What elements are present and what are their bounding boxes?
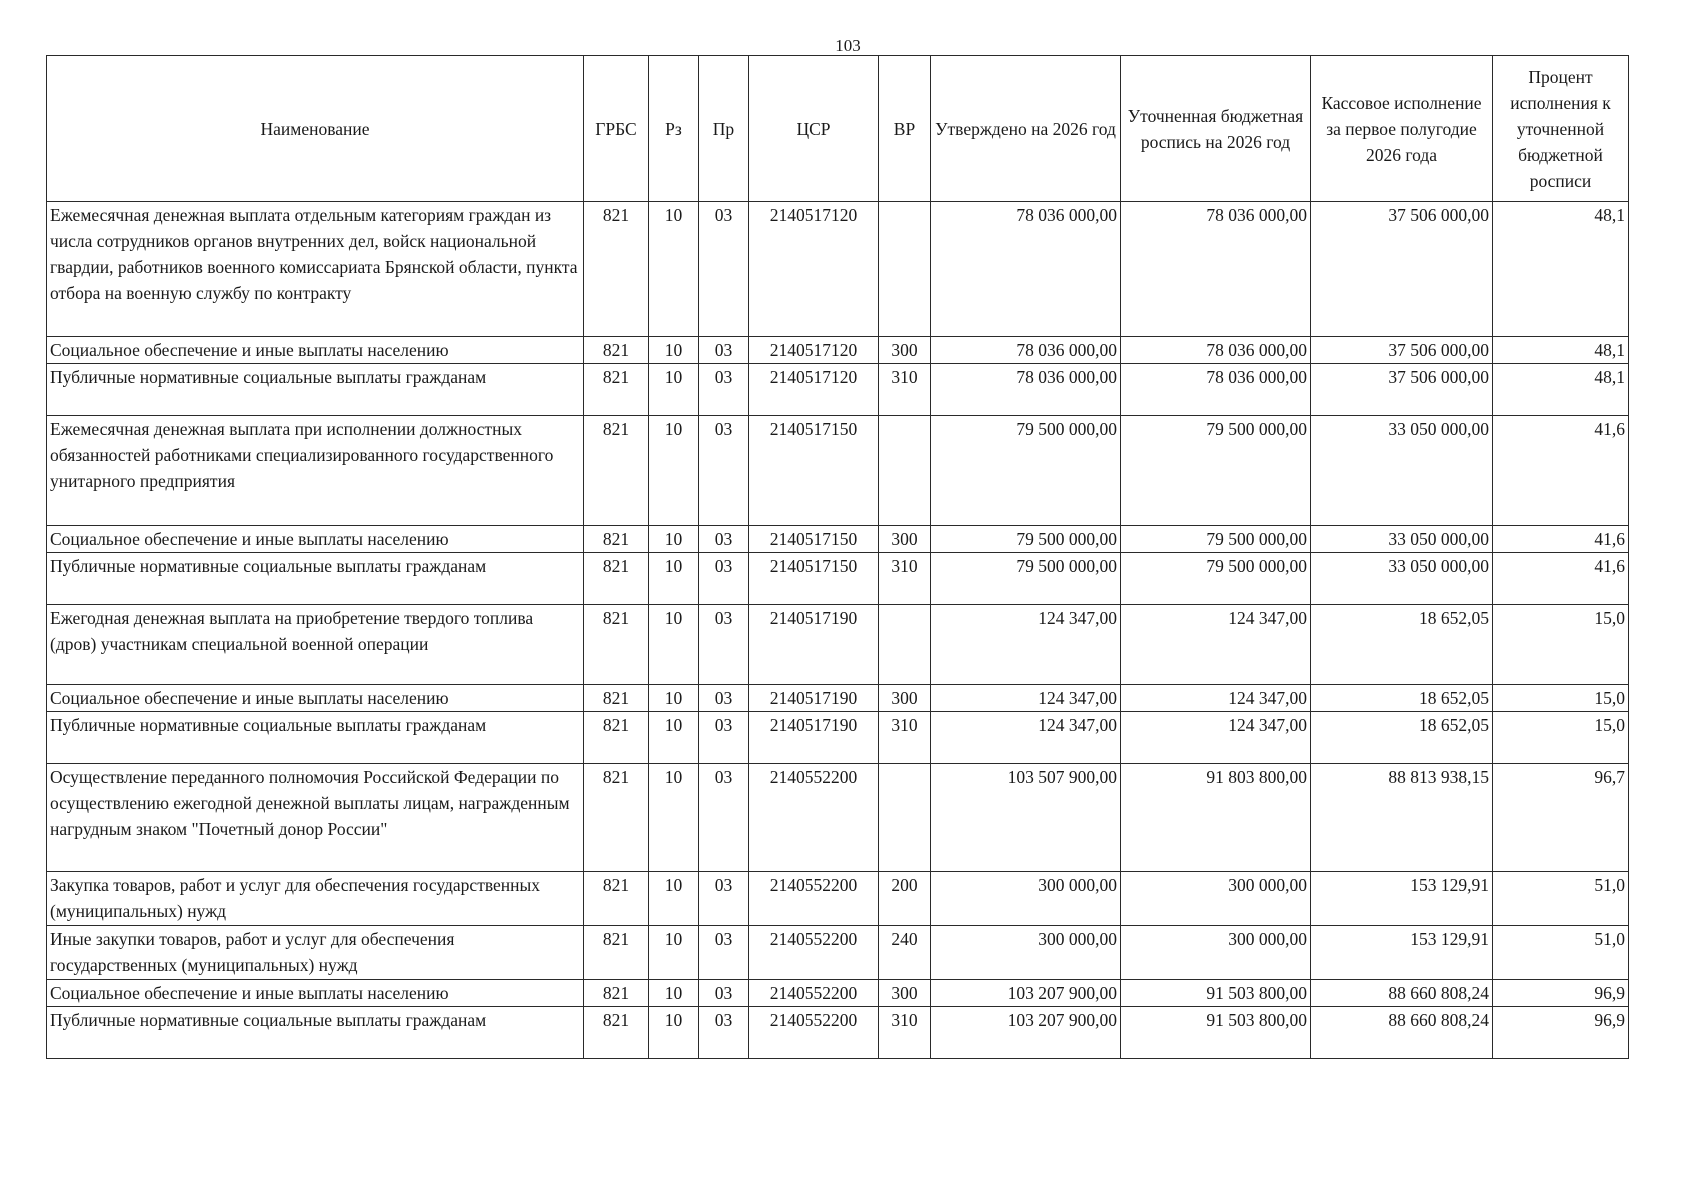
cell-name: Социальное обеспечение и иные выплаты населению [47, 526, 584, 553]
cell-vr: 300 [879, 685, 931, 712]
cell-refined: 124 347,00 [1121, 685, 1311, 712]
cell-pr: 03 [699, 980, 749, 1007]
header-name: Наименование [47, 56, 584, 202]
cell-rz: 10 [649, 202, 699, 337]
header-pr: Пр [699, 56, 749, 202]
table-row [47, 872, 1629, 926]
cell-vr [879, 764, 931, 872]
cell-cash: 37 506 000,00 [1311, 364, 1493, 416]
cell-refined: 300 000,00 [1121, 872, 1311, 926]
cell-name: Ежемесячная денежная выплата при исполнении должностных обязанностей работниками специализированного государственного унитарного предприятия [47, 416, 584, 526]
cell-name: Иные закупки товаров, работ и услуг для обеспечения государственных (муниципальных) нужд [47, 926, 584, 980]
cell-csr: 2140552200 [749, 1007, 879, 1059]
cell-name: Социальное обеспечение и иные выплаты населению [47, 980, 584, 1007]
cell-rz: 10 [649, 553, 699, 605]
cell-name: Публичные нормативные социальные выплаты гражданам [47, 712, 584, 764]
cell-grbs: 821 [584, 926, 649, 980]
cell-csr: 2140552200 [749, 764, 879, 872]
cell-grbs: 821 [584, 605, 649, 685]
cell-percent: 41,6 [1493, 553, 1629, 605]
cell-vr: 200 [879, 872, 931, 926]
cell-grbs: 821 [584, 337, 649, 364]
cell-percent: 41,6 [1493, 526, 1629, 553]
cell-pr: 03 [699, 416, 749, 526]
cell-grbs: 821 [584, 872, 649, 926]
cell-pr: 03 [699, 526, 749, 553]
cell-vr: 300 [879, 337, 931, 364]
cell-rz: 10 [649, 337, 699, 364]
cell-refined: 79 500 000,00 [1121, 526, 1311, 553]
cell-cash: 33 050 000,00 [1311, 526, 1493, 553]
cell-grbs: 821 [584, 1007, 649, 1059]
cell-percent: 48,1 [1493, 364, 1629, 416]
cell-name: Закупка товаров, работ и услуг для обеспечения государственных (муниципальных) нужд [47, 872, 584, 926]
cell-cash: 37 506 000,00 [1311, 202, 1493, 337]
cell-vr: 300 [879, 980, 931, 1007]
cell-pr: 03 [699, 202, 749, 337]
cell-refined: 79 500 000,00 [1121, 553, 1311, 605]
cell-name: Публичные нормативные социальные выплаты гражданам [47, 364, 584, 416]
cell-rz: 10 [649, 685, 699, 712]
cell-name: Ежегодная денежная выплата на приобретение твердого топлива (дров) участникам специальной военной операции [47, 605, 584, 685]
table-row [47, 526, 1629, 553]
cell-csr: 2140517150 [749, 416, 879, 526]
cell-approved: 300 000,00 [931, 926, 1121, 980]
cell-pr: 03 [699, 553, 749, 605]
cell-refined: 124 347,00 [1121, 605, 1311, 685]
cell-percent: 51,0 [1493, 926, 1629, 980]
cell-pr: 03 [699, 926, 749, 980]
cell-grbs: 821 [584, 685, 649, 712]
cell-approved: 103 207 900,00 [931, 980, 1121, 1007]
cell-approved: 300 000,00 [931, 872, 1121, 926]
cell-vr: 310 [879, 712, 931, 764]
table-row [47, 605, 1629, 685]
table-body [47, 202, 1629, 1059]
cell-csr: 2140517120 [749, 364, 879, 416]
cell-approved: 124 347,00 [931, 712, 1121, 764]
cell-grbs: 821 [584, 364, 649, 416]
cell-cash: 37 506 000,00 [1311, 337, 1493, 364]
cell-approved: 78 036 000,00 [931, 337, 1121, 364]
cell-pr: 03 [699, 364, 749, 416]
header-approved: Утверждено на 2026 год [931, 56, 1121, 202]
cell-refined: 124 347,00 [1121, 712, 1311, 764]
cell-cash: 18 652,05 [1311, 685, 1493, 712]
cell-csr: 2140517190 [749, 605, 879, 685]
cell-name: Ежемесячная денежная выплата отдельным категориям граждан из числа сотрудников органов внутренних дел, войск национальной гвардии, работников военного комиссариата Брянской области, пункта отбора на военную службу по контракту [47, 202, 584, 337]
cell-vr: 310 [879, 1007, 931, 1059]
cell-pr: 03 [699, 337, 749, 364]
cell-percent: 96,9 [1493, 1007, 1629, 1059]
header-row [47, 56, 1629, 202]
cell-rz: 10 [649, 364, 699, 416]
cell-refined: 300 000,00 [1121, 926, 1311, 980]
header-cash: Кассовое исполнение за первое полугодие 2026 года [1311, 56, 1493, 202]
cell-refined: 91 503 800,00 [1121, 980, 1311, 1007]
cell-csr: 2140552200 [749, 926, 879, 980]
cell-grbs: 821 [584, 202, 649, 337]
table-row [47, 202, 1629, 337]
table-row [47, 1007, 1629, 1059]
cell-cash: 18 652,05 [1311, 605, 1493, 685]
cell-vr: 310 [879, 553, 931, 605]
cell-approved: 79 500 000,00 [931, 526, 1121, 553]
header-grbs: ГРБС [584, 56, 649, 202]
cell-name: Социальное обеспечение и иные выплаты населению [47, 337, 584, 364]
header-vr: ВР [879, 56, 931, 202]
cell-approved: 79 500 000,00 [931, 553, 1121, 605]
cell-csr: 2140552200 [749, 980, 879, 1007]
cell-csr: 2140517150 [749, 553, 879, 605]
cell-cash: 18 652,05 [1311, 712, 1493, 764]
cell-vr [879, 416, 931, 526]
cell-approved: 124 347,00 [931, 685, 1121, 712]
cell-grbs: 821 [584, 526, 649, 553]
cell-pr: 03 [699, 764, 749, 872]
cell-grbs: 821 [584, 553, 649, 605]
cell-refined: 91 803 800,00 [1121, 764, 1311, 872]
cell-percent: 15,0 [1493, 685, 1629, 712]
cell-rz: 10 [649, 605, 699, 685]
cell-csr: 2140517120 [749, 202, 879, 337]
cell-csr: 2140517190 [749, 712, 879, 764]
cell-vr [879, 605, 931, 685]
cell-pr: 03 [699, 872, 749, 926]
cell-name: Осуществление переданного полномочия Российской Федерации по осуществлению ежегодной денежной выплаты лицам, награжденным нагрудным знаком "Почетный донор России" [47, 764, 584, 872]
cell-cash: 153 129,91 [1311, 926, 1493, 980]
cell-approved: 78 036 000,00 [931, 202, 1121, 337]
cell-refined: 78 036 000,00 [1121, 337, 1311, 364]
header-refined: Уточненная бюджетная роспись на 2026 год [1121, 56, 1311, 202]
table-row [47, 980, 1629, 1007]
cell-percent: 15,0 [1493, 605, 1629, 685]
table-row [47, 337, 1629, 364]
cell-csr: 2140517120 [749, 337, 879, 364]
table-row [47, 416, 1629, 526]
cell-rz: 10 [649, 872, 699, 926]
page-number: 103 [835, 36, 861, 55]
header-csr: ЦСР [749, 56, 879, 202]
cell-vr: 300 [879, 526, 931, 553]
cell-cash: 33 050 000,00 [1311, 416, 1493, 526]
cell-approved: 78 036 000,00 [931, 364, 1121, 416]
cell-vr [879, 202, 931, 337]
cell-cash: 33 050 000,00 [1311, 553, 1493, 605]
cell-approved: 124 347,00 [931, 605, 1121, 685]
cell-refined: 78 036 000,00 [1121, 364, 1311, 416]
cell-name: Публичные нормативные социальные выплаты гражданам [47, 553, 584, 605]
cell-percent: 48,1 [1493, 202, 1629, 337]
budget-table [46, 55, 1629, 1059]
cell-refined: 78 036 000,00 [1121, 202, 1311, 337]
cell-percent: 48,1 [1493, 337, 1629, 364]
cell-grbs: 821 [584, 764, 649, 872]
cell-percent: 51,0 [1493, 872, 1629, 926]
table-row [47, 685, 1629, 712]
cell-refined: 91 503 800,00 [1121, 1007, 1311, 1059]
table-row [47, 364, 1629, 416]
cell-percent: 41,6 [1493, 416, 1629, 526]
cell-pr: 03 [699, 712, 749, 764]
cell-grbs: 821 [584, 416, 649, 526]
header-rz: Рз [649, 56, 699, 202]
cell-cash: 88 813 938,15 [1311, 764, 1493, 872]
cell-rz: 10 [649, 1007, 699, 1059]
cell-percent: 96,9 [1493, 980, 1629, 1007]
cell-cash: 88 660 808,24 [1311, 1007, 1493, 1059]
cell-percent: 15,0 [1493, 712, 1629, 764]
cell-csr: 2140552200 [749, 872, 879, 926]
cell-approved: 79 500 000,00 [931, 416, 1121, 526]
cell-pr: 03 [699, 685, 749, 712]
cell-name: Социальное обеспечение и иные выплаты населению [47, 685, 584, 712]
cell-csr: 2140517190 [749, 685, 879, 712]
cell-pr: 03 [699, 605, 749, 685]
cell-cash: 88 660 808,24 [1311, 980, 1493, 1007]
cell-pr: 03 [699, 1007, 749, 1059]
cell-vr: 240 [879, 926, 931, 980]
cell-percent: 96,7 [1493, 764, 1629, 872]
cell-rz: 10 [649, 980, 699, 1007]
cell-grbs: 821 [584, 712, 649, 764]
cell-rz: 10 [649, 764, 699, 872]
cell-vr: 310 [879, 364, 931, 416]
header-percent: Процент исполнения к уточненной бюджетной росписи [1493, 56, 1629, 202]
cell-cash: 153 129,91 [1311, 872, 1493, 926]
table-header [47, 56, 1629, 202]
cell-rz: 10 [649, 712, 699, 764]
cell-grbs: 821 [584, 980, 649, 1007]
cell-approved: 103 507 900,00 [931, 764, 1121, 872]
table-row [47, 926, 1629, 980]
table-row [47, 712, 1629, 764]
table-row [47, 764, 1629, 872]
cell-rz: 10 [649, 526, 699, 553]
table-row [47, 553, 1629, 605]
cell-name: Публичные нормативные социальные выплаты гражданам [47, 1007, 584, 1059]
cell-rz: 10 [649, 926, 699, 980]
cell-rz: 10 [649, 416, 699, 526]
cell-csr: 2140517150 [749, 526, 879, 553]
cell-refined: 79 500 000,00 [1121, 416, 1311, 526]
cell-approved: 103 207 900,00 [931, 1007, 1121, 1059]
